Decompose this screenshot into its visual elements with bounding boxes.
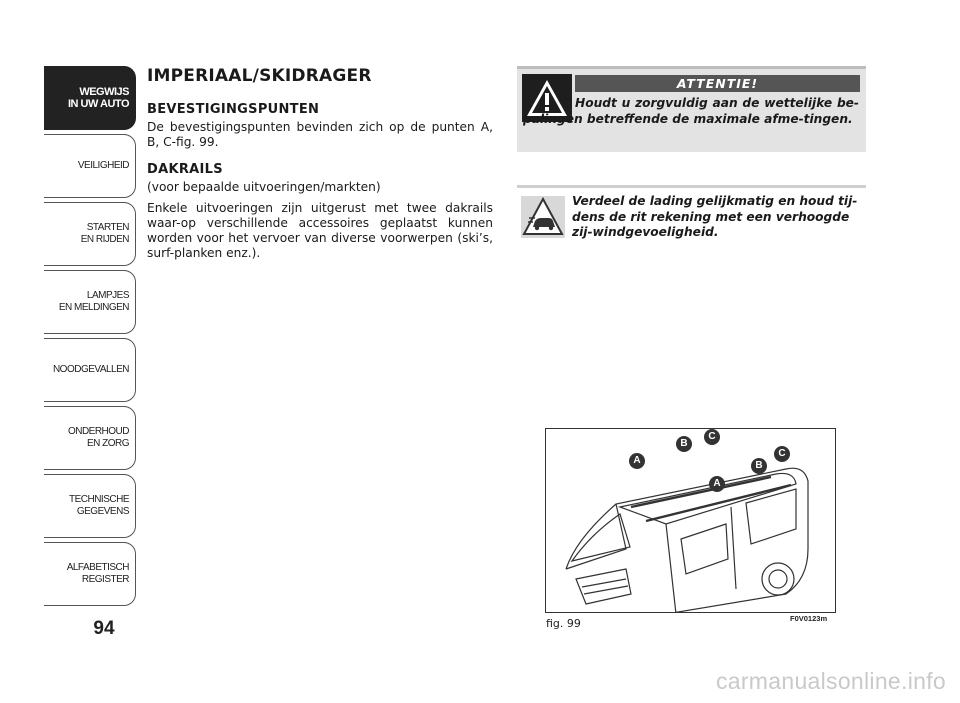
warning-text: Houdt u zorgvuldig aan de wettelijke be-palingen betreffende de maximale afme-tingen. bbox=[523, 96, 859, 126]
tab-label: ALFABETISCH REGISTER bbox=[66, 562, 129, 585]
marker-c-right: C bbox=[774, 446, 790, 462]
section-text-dakrails: Enkele uitvoeringen zijn uitgerust met twee dakrails waar-op verschillende accessoires geplaatst kunnen worden voor het vervoer van diverse voorwerpen (ski’s, surf-planken enz.). bbox=[147, 201, 493, 260]
car-wind-icon bbox=[521, 196, 565, 238]
tab-wegwijs[interactable] bbox=[44, 66, 136, 130]
section-text-bevestigingspunten: De bevestigingspunten bevinden zich op de punten A, B, C-fig. 99. bbox=[147, 120, 493, 149]
tab-label: LAMPJES EN MELDINGEN bbox=[58, 290, 129, 313]
roof-rails-figure bbox=[545, 428, 836, 613]
note-text: Verdeel de lading gelijkmatig en houd tij-dens de rit rekening met een verhoogde zij-windgevoeligheid. bbox=[572, 194, 858, 239]
tab-noodgevallen[interactable] bbox=[44, 338, 136, 402]
note-box bbox=[517, 185, 866, 243]
section-heading-bevestigingspunten: BEVESTIGINGSPUNTEN bbox=[147, 102, 320, 117]
figure-code: F0V0123m bbox=[790, 614, 828, 623]
chapter-tabs bbox=[44, 66, 136, 610]
marker-a-right: A bbox=[709, 476, 725, 492]
marker-a-left: A bbox=[629, 453, 645, 469]
tab-technische[interactable] bbox=[44, 474, 136, 538]
tab-onderhoud[interactable] bbox=[44, 406, 136, 470]
tab-lampjes[interactable] bbox=[44, 270, 136, 334]
section-heading-dakrails: DAKRAILS bbox=[147, 162, 223, 177]
watermark: carmanualsonline.info bbox=[715, 668, 946, 694]
van-illustration bbox=[546, 429, 836, 613]
figure-caption: fig. 99 bbox=[546, 617, 581, 630]
warning-header: ATTENTIE! bbox=[575, 75, 860, 92]
marker-b-right: B bbox=[751, 458, 767, 474]
warning-box bbox=[517, 66, 866, 152]
section-subheading-dakrails: (voor bepaalde uitvoeringen/markten) bbox=[147, 180, 381, 194]
tab-label: NOODGEVALLEN bbox=[52, 364, 129, 375]
tab-label: STARTEN EN RIJDEN bbox=[80, 222, 129, 245]
marker-b-left: B bbox=[676, 436, 692, 452]
page-title: IMPERIAAL/SKIDRAGER bbox=[147, 66, 372, 86]
main-text-column bbox=[147, 66, 493, 267]
tab-label: VEILIGHEID bbox=[77, 160, 129, 171]
page-number: 94 bbox=[93, 618, 115, 639]
tab-label: ONDERHOUD EN ZORG bbox=[67, 426, 129, 449]
tab-veiligheid[interactable] bbox=[44, 134, 136, 198]
marker-c-left: C bbox=[704, 429, 720, 445]
tab-label: TECHNISCHE GEGEVENS bbox=[68, 494, 129, 517]
tab-starten[interactable] bbox=[44, 202, 136, 266]
tab-alfabetisch[interactable] bbox=[44, 542, 136, 606]
tab-label: WEGWIJS IN UW AUTO bbox=[68, 86, 129, 110]
